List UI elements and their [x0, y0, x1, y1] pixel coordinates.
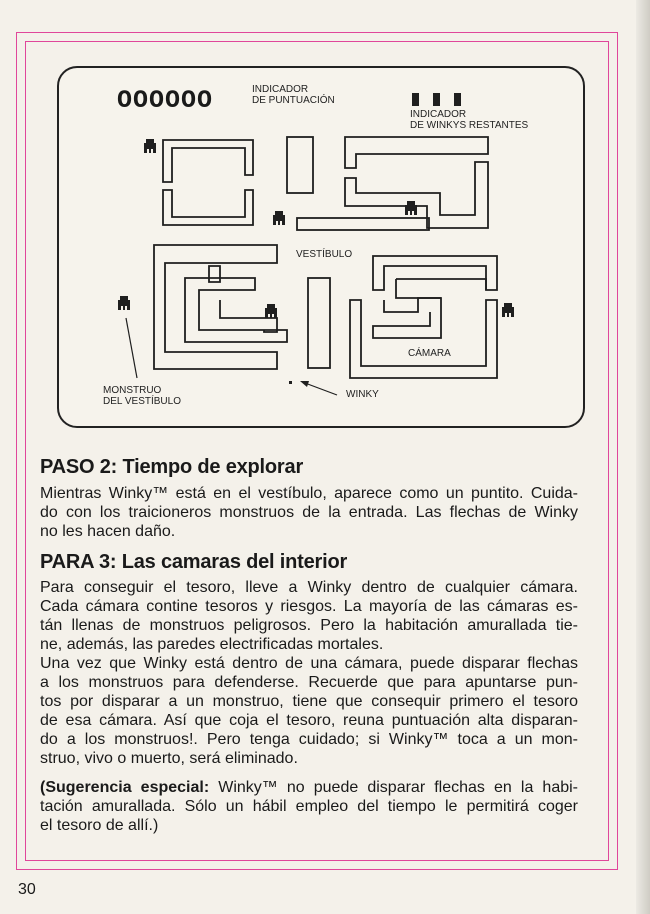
score-digits: OOOOOO: [117, 86, 214, 115]
maze-wall-right: [350, 256, 497, 378]
text-line: tos por disparar a un monstruo, tiene que consequir primero el tesoro: [40, 693, 578, 710]
monster-label-line2: DEL VESTÍBULO: [103, 396, 181, 407]
text-line: do con los traicioneros monstruos de la entrada. Las flechas de Winky: [40, 504, 578, 521]
section1-heading: PASO 2: Tiempo de explorar: [40, 456, 304, 478]
monster-icon: [502, 303, 514, 317]
tip-line-2: tación amurallada. Sólo un hábil empleo del tiempo le permitirá coger: [40, 798, 578, 815]
monster-icon: [273, 211, 285, 225]
section1-paragraph: [40, 484, 578, 541]
vestibule-label: VESTÍBULO: [296, 249, 353, 260]
text-line: tán llenas de monstruos peligrosos. Pero la habitación amurallada tie-: [40, 617, 578, 634]
winky-pointer-line: [305, 383, 337, 395]
monster-icon: [405, 201, 417, 215]
text-line: do a los monstruos!. Pero tenga cuidado; si Winky™ toca a un mon-: [40, 731, 578, 748]
monster-pointer-line: [126, 318, 137, 378]
remaining-winkys-blocks: [412, 93, 461, 106]
text-line: Mientras Winky™ está en el vestíbulo, aparece como un puntito. Cuida-: [40, 485, 578, 502]
winky-label: WINKY: [346, 389, 379, 400]
text-line: de esa cámara. Así que coja el tesoro, reuna puntuación alta disparan-: [40, 712, 578, 729]
remaining-indicator-label-line1: INDICADOR: [410, 109, 467, 120]
text-line: Cada cámara contine tesoros y riesgos. La mayoría de las cámaras es-: [40, 598, 578, 615]
maze-wall-top-left: [163, 140, 253, 225]
text-line: Una vez que Winky está dentro de una cámara, puede disparar flechas: [40, 655, 578, 672]
text-line: no les hacen daño.: [40, 523, 176, 540]
tip-text: Winky™ no puede disparar flechas en la habi-: [209, 779, 579, 796]
text-line: a los monstruos para defenderse. Recuerde que para apuntarse pun-: [40, 674, 578, 691]
maze-wall-center-upper: [287, 137, 313, 193]
score-indicator-label-line1: INDICADOR: [252, 84, 309, 95]
winky-dot: [289, 381, 292, 384]
winky-pointer-arrowhead: [300, 381, 309, 387]
score-indicator-label-line2: DE PUNTUACIÓN: [252, 95, 335, 106]
tip-line-3: el tesoro de allí.): [40, 817, 159, 834]
maze-wall-center-lower: [308, 278, 330, 368]
monster-icon: [118, 296, 130, 310]
monster-icon: [144, 139, 156, 153]
text-line: struo, vivo o muerto, será eliminado.: [40, 750, 298, 767]
section2-heading: PARA 3: Las camaras del interior: [40, 551, 348, 573]
maze-wall-center-bar: [297, 218, 429, 230]
section2-paragraph: [40, 578, 578, 768]
tip-label: (Sugerencia especial:: [40, 779, 210, 796]
tip-paragraph: [40, 778, 578, 835]
tip-line-1: [40, 778, 578, 797]
monster-icon: [265, 304, 277, 318]
monster-label-line1: MONSTRUO: [103, 385, 162, 396]
page-number: 30: [18, 881, 36, 898]
chamber-label: CÁMARA: [408, 348, 451, 359]
text-line: Para conseguir el tesoro, lleve a Winky dentro de cualquier cámara.: [40, 579, 578, 596]
remaining-indicator-label-line2: DE WINKYS RESTANTES: [410, 120, 529, 131]
text-line: ne, además, las paredes electrificadas mortales.: [40, 636, 384, 653]
